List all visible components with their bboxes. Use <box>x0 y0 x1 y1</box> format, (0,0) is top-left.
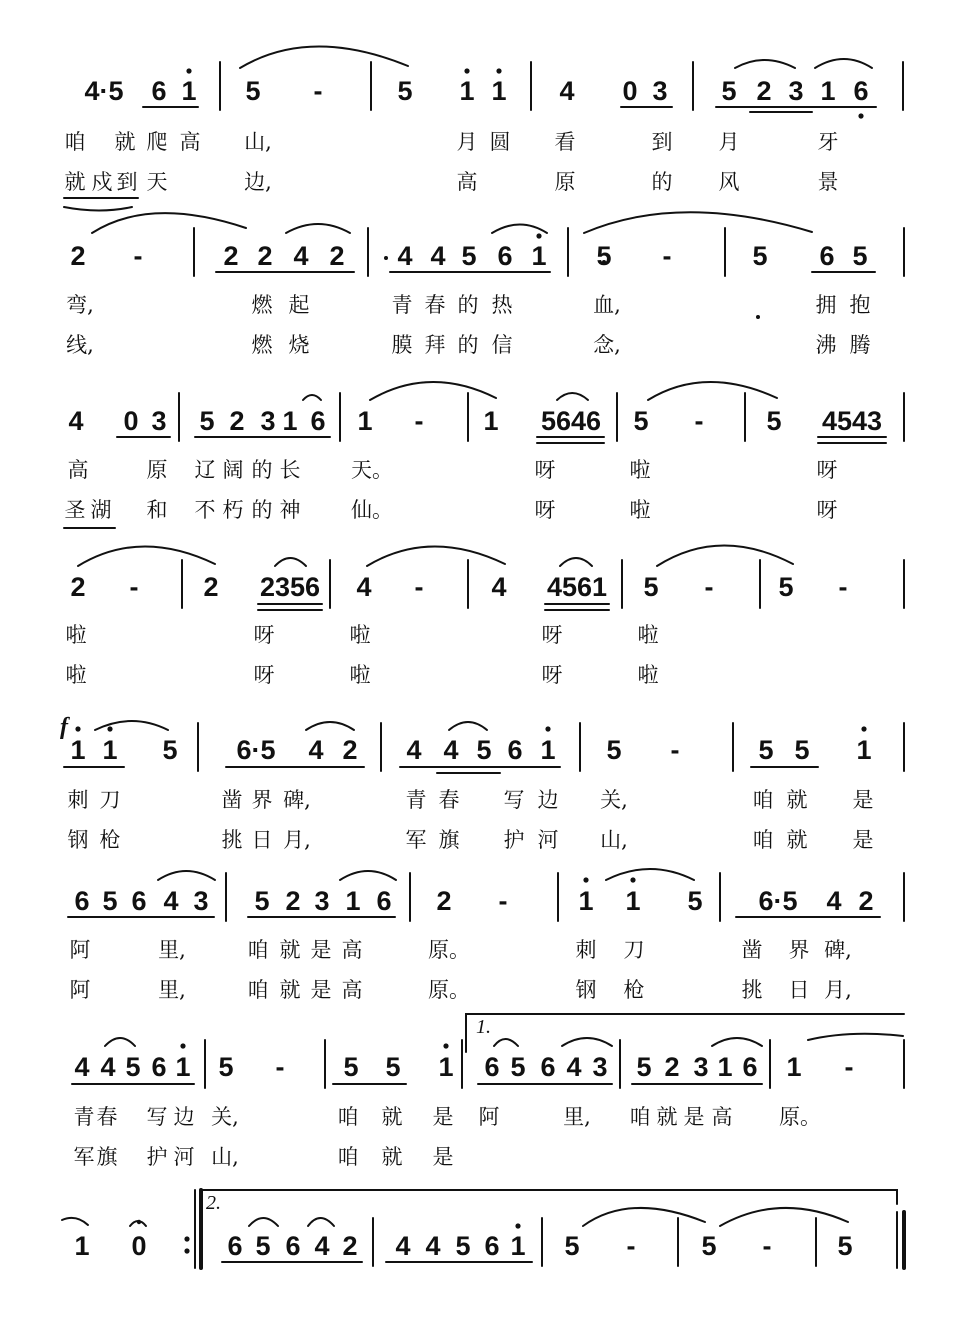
note-token: 2 <box>436 886 452 916</box>
lyric-syllable: 的 <box>251 498 273 522</box>
lyric-syllable: 凿 <box>741 938 763 962</box>
lyric-syllable: 弯, <box>66 293 94 317</box>
lyric-syllable: 阔 <box>222 458 244 482</box>
note-token: - <box>414 572 424 602</box>
lyric-syllable: 山, <box>600 828 628 852</box>
note-token: 5 <box>199 406 215 436</box>
note-token: 5 <box>633 406 649 436</box>
lyric-syllable: 春 <box>438 788 460 812</box>
lyric-syllable: 景 <box>817 170 839 194</box>
note-token: 5 <box>455 1231 471 1261</box>
lyric-syllable: 咱 <box>247 978 269 1002</box>
lyric-syllable: 呀 <box>534 498 556 522</box>
note-token: 2 <box>223 241 239 271</box>
lyric-syllable: 刀 <box>623 938 645 962</box>
lyric-syllable: 写 <box>146 1105 168 1129</box>
lyric-syllable: 啦 <box>65 663 87 687</box>
lyric-syllable: 抱 <box>849 293 871 317</box>
lyric-syllable: 月 <box>718 130 740 154</box>
note-token: 5 <box>721 76 737 106</box>
lyric-syllable: 是 <box>310 978 332 1002</box>
lyric-syllable: 辽 <box>194 458 216 482</box>
lyric-syllable: 朽 <box>222 498 244 522</box>
note-token: 1 <box>175 1052 191 1082</box>
lyric-syllable: 是 <box>683 1105 705 1129</box>
lyric-syllable: 青 <box>405 788 427 812</box>
lyric-syllable: 呀 <box>541 663 563 687</box>
lyric-syllable: 和 <box>146 498 168 522</box>
note-token: 2 <box>329 241 345 271</box>
note-token: 5 <box>794 735 810 765</box>
note-token: 6 <box>285 1231 301 1261</box>
lyric-syllable: 咱 <box>752 788 774 812</box>
lyric-syllable: 咱 <box>752 828 774 852</box>
note-token: 3 <box>592 1052 608 1082</box>
lyric-syllable: 就 <box>279 978 301 1002</box>
note-token: 1 <box>102 735 118 765</box>
lyric-syllable: 原。 <box>428 978 470 1002</box>
lyric-syllable: 钢 <box>575 978 597 1002</box>
lyric-syllable: 军 <box>405 828 427 852</box>
lyric-syllable: 起 <box>288 293 310 317</box>
lyric-syllable: 刺 <box>575 938 597 962</box>
note-token: 1 <box>510 1231 526 1261</box>
lyric-syllable: 呀 <box>816 498 838 522</box>
lyric-syllable: 膜 <box>391 333 413 357</box>
note-token: 5 <box>758 735 774 765</box>
note-token: 6 <box>507 735 523 765</box>
note-token: 1 <box>717 1052 733 1082</box>
lyric-syllable: 呀 <box>816 458 838 482</box>
note-token: 1 <box>357 406 373 436</box>
note-token: 4 <box>308 735 324 765</box>
system-8-lines <box>62 1190 904 1268</box>
lyric-syllable: 山, <box>244 130 272 154</box>
lyric-syllable: 呀 <box>534 458 556 482</box>
note-token: 1 <box>70 735 86 765</box>
note-token: 5 <box>255 1231 271 1261</box>
note-token: 4 <box>395 1231 411 1261</box>
lyric-syllable: 就 <box>656 1105 678 1129</box>
lyric-syllable: 碑, <box>824 938 852 962</box>
note-token: - <box>313 76 323 106</box>
lyric-syllable: 就 <box>381 1145 403 1169</box>
note-token: 1 <box>856 735 872 765</box>
note-token: 5 <box>596 241 612 271</box>
lyric-syllable: 旗 <box>96 1145 118 1169</box>
note-token: 5 <box>343 1052 359 1082</box>
note-token: 4 <box>356 572 372 602</box>
lyric-syllable: 爬 <box>146 130 168 154</box>
note-token: 5 <box>766 406 782 436</box>
note-token: 4 <box>491 572 507 602</box>
lyric-syllable: 边 <box>537 788 559 812</box>
lyric-syllable: 拥 <box>815 293 837 317</box>
note-token: 5 <box>125 1052 141 1082</box>
lyric-syllable: 钢 <box>67 828 89 852</box>
lyric-syllable: 燃 <box>251 293 273 317</box>
lyric-syllable: 到 <box>651 130 673 154</box>
lyric-syllable: 碑, <box>283 788 311 812</box>
note-token: 0 <box>123 406 139 436</box>
lyric-syllable: 天。 <box>351 458 393 482</box>
note-token: - <box>129 572 139 602</box>
note-token: - <box>498 886 508 916</box>
lyric-syllable: 沸 <box>815 333 837 357</box>
note-token: 5 <box>752 241 768 271</box>
note-token: 5 <box>606 735 622 765</box>
note-token: 3 <box>260 406 276 436</box>
lyric-syllable: 就 <box>114 130 136 154</box>
note-token: 2 <box>257 241 273 271</box>
note-token: 6 <box>310 406 326 436</box>
lyric-syllable: 月 <box>456 130 478 154</box>
lyric-syllable: 刺 <box>67 788 89 812</box>
note-token: - <box>133 241 143 271</box>
lyric-syllable: 原。 <box>779 1105 821 1129</box>
note-token: 6 <box>819 241 835 271</box>
lyric-syllable: 看 <box>554 130 576 154</box>
note-token: 6 <box>376 886 392 916</box>
note-token: 5 <box>837 1231 853 1261</box>
note-token: 6 <box>74 886 90 916</box>
note-token: 2 <box>756 76 772 106</box>
lyric-syllable: 阿 <box>478 1105 500 1129</box>
note-token: 6 <box>742 1052 758 1082</box>
note-token: 6 <box>540 1052 556 1082</box>
note-token: 4561 <box>546 572 608 602</box>
note-token: 1 <box>483 406 499 436</box>
lyric-syllable: 旗 <box>438 828 460 852</box>
lyric-syllable: 高 <box>341 938 363 962</box>
lyric-syllable: 枪 <box>623 978 645 1002</box>
note-token: 6·5 <box>758 886 798 916</box>
lyric-syllable: 烧 <box>288 333 310 357</box>
note-token: 5 <box>102 886 118 916</box>
lyric-syllable: 凿 <box>221 788 243 812</box>
lyric-syllable: 呀 <box>253 663 275 687</box>
lyric-syllable: 军 <box>73 1145 95 1169</box>
note-token: 5 <box>461 241 477 271</box>
note-token: 4 <box>443 735 459 765</box>
lyric-syllable: 的 <box>457 293 479 317</box>
dynamic-mark: f <box>60 714 68 740</box>
note-token: 3 <box>693 1052 709 1082</box>
lyric-syllable: 血, <box>593 293 621 317</box>
lyric-syllable: 信 <box>491 333 513 357</box>
first-ending-label: 1. <box>476 1016 491 1038</box>
lyric-syllable: 腾 <box>849 333 871 357</box>
note-token: - <box>838 572 848 602</box>
lyric-syllable: 的 <box>651 170 673 194</box>
note-token: - <box>662 241 672 271</box>
lyric-syllable: 里, <box>158 938 186 962</box>
lyric-syllable: 是 <box>310 938 332 962</box>
note-token: 1 <box>578 886 594 916</box>
lyric-syllable: 青 <box>391 293 413 317</box>
note-token: 6 <box>484 1231 500 1261</box>
note-token: 3 <box>193 886 209 916</box>
lyric-syllable: 挑 <box>741 978 763 1002</box>
note-token: 1 <box>345 886 361 916</box>
note-token: 2 <box>664 1052 680 1082</box>
lyric-syllable: 咱 <box>337 1105 359 1129</box>
lyric-syllable: 拜 <box>424 333 446 357</box>
lyric-syllable: 风 <box>718 170 740 194</box>
note-token: 5 <box>218 1052 234 1082</box>
note-token: 4 <box>559 76 575 106</box>
note-token: 5 <box>385 1052 401 1082</box>
lyric-syllable: 高 <box>711 1105 733 1129</box>
lyric-syllable: 的 <box>457 333 479 357</box>
lyric-syllable: 是 <box>432 1105 454 1129</box>
note-token: 1 <box>74 1231 90 1261</box>
note-token: 6 <box>151 76 167 106</box>
note-token: 1 <box>786 1052 802 1082</box>
note-token: 2 <box>858 886 874 916</box>
note-token: 5 <box>852 241 868 271</box>
lyric-syllable: 热 <box>491 293 513 317</box>
note-token: 2 <box>70 241 86 271</box>
lyric-syllable: 春 <box>424 293 446 317</box>
note-token: 3 <box>788 76 804 106</box>
lyric-syllable: 枪 <box>99 828 121 852</box>
lyric-syllable: 圣 <box>64 498 86 522</box>
note-token: - <box>670 735 680 765</box>
note-token: - <box>275 1052 285 1082</box>
note-token: 6 <box>484 1052 500 1082</box>
lyric-syllable: 边 <box>173 1105 195 1129</box>
lyric-syllable: 啦 <box>349 623 371 647</box>
note-token: 1 <box>491 76 507 106</box>
note-token: - <box>694 406 704 436</box>
lyric-syllable: 戍 <box>91 170 113 194</box>
lyric-syllable: 咱 <box>247 938 269 962</box>
lyric-syllable: 河 <box>537 828 559 852</box>
note-token: 4 <box>397 241 413 271</box>
lyric-syllable: 河 <box>173 1145 195 1169</box>
note-token: 4 <box>425 1231 441 1261</box>
lyric-syllable: 咱 <box>337 1145 359 1169</box>
lyric-syllable: 刀 <box>99 788 121 812</box>
note-token: 5 <box>254 886 270 916</box>
lyric-syllable: 就 <box>64 170 86 194</box>
lyric-syllable: 是 <box>852 788 874 812</box>
lyric-syllable: 呀 <box>541 623 563 647</box>
lyric-syllable: 咱 <box>629 1105 651 1129</box>
note-token: - <box>704 572 714 602</box>
lyric-syllable: 线, <box>66 333 94 357</box>
lyric-syllable: 高 <box>341 978 363 1002</box>
lyric-syllable: 日 <box>788 978 810 1002</box>
note-token: 4 <box>68 406 84 436</box>
lyric-syllable: 护 <box>146 1145 168 1169</box>
note-token: 5 <box>636 1052 652 1082</box>
note-token: 4 <box>406 735 422 765</box>
note-token: 0 <box>622 76 638 106</box>
note-token: 3 <box>314 886 330 916</box>
note-token: 5 <box>643 572 659 602</box>
note-token: 6 <box>151 1052 167 1082</box>
lyric-syllable: 护 <box>503 828 525 852</box>
lyric-syllable: 日 <box>251 828 273 852</box>
lyric-syllable: 界 <box>251 788 273 812</box>
lyric-syllable: 山, <box>211 1145 239 1169</box>
note-token: 6 <box>131 886 147 916</box>
note-token: 0 <box>131 1231 147 1261</box>
lyric-syllable: 关, <box>211 1105 239 1129</box>
lyric-syllable: 天 <box>146 170 168 194</box>
lyric-syllable: 高 <box>67 458 89 482</box>
lyric-syllable: 关, <box>600 788 628 812</box>
lyric-syllable: 牙 <box>817 130 839 154</box>
note-token: 2 <box>229 406 245 436</box>
lyric-syllable: 呀 <box>253 623 275 647</box>
lyric-syllable: 啦 <box>637 663 659 687</box>
lyric-syllable: 里, <box>158 978 186 1002</box>
note-token: 1 <box>531 241 547 271</box>
note-token: 4 <box>163 886 179 916</box>
note-token: 4543 <box>821 406 883 436</box>
note-token: - <box>844 1052 854 1082</box>
note-token: 5 <box>397 76 413 106</box>
note-token: 1 <box>540 735 556 765</box>
note-token: 4 <box>314 1231 330 1261</box>
lyric-syllable: 到 <box>116 170 138 194</box>
lyric-syllable: 就 <box>786 828 808 852</box>
lyric-syllable: 是 <box>852 828 874 852</box>
note-token: 5 <box>701 1231 717 1261</box>
lyric-syllable: 啦 <box>65 623 87 647</box>
note-token: 1 <box>181 76 197 106</box>
lyric-syllable: 写 <box>503 788 525 812</box>
note-token: 5 <box>162 735 178 765</box>
lyric-syllable: 高 <box>456 170 478 194</box>
note-token: 3 <box>151 406 167 436</box>
note-token: 5 <box>687 886 703 916</box>
lyric-syllable: 高 <box>179 130 201 154</box>
lyric-syllable: 阿 <box>69 978 91 1002</box>
note-token: 1 <box>282 406 298 436</box>
lyric-syllable: 就 <box>786 788 808 812</box>
note-token: 5 <box>476 735 492 765</box>
note-token: 4 <box>100 1052 116 1082</box>
note-token: - <box>762 1231 772 1261</box>
note-token: 2 <box>342 735 358 765</box>
note-token: 6 <box>227 1231 243 1261</box>
lyric-syllable: 春 <box>96 1105 118 1129</box>
note-token: 3 <box>652 76 668 106</box>
lyric-syllable: 边, <box>244 170 272 194</box>
lyric-syllable: 啦 <box>637 623 659 647</box>
lyric-syllable: 咱 <box>64 130 86 154</box>
lyric-syllable: 月, <box>824 978 852 1002</box>
lyric-syllable: 就 <box>279 938 301 962</box>
lyric-syllable: 青 <box>73 1105 95 1129</box>
lyric-syllable: 原 <box>554 170 576 194</box>
note-token: 2 <box>203 572 219 602</box>
lyric-syllable: 的 <box>251 458 273 482</box>
note-token: 4 <box>826 886 842 916</box>
note-token: 5 <box>778 572 794 602</box>
note-token: 4 <box>430 241 446 271</box>
lyric-syllable: 里, <box>563 1105 591 1129</box>
lyric-syllable: 不 <box>194 498 216 522</box>
lyric-syllable: 界 <box>788 938 810 962</box>
note-token: 1 <box>438 1052 454 1082</box>
note-token: 4·5 <box>84 76 124 106</box>
note-token: 2 <box>70 572 86 602</box>
note-token: 6·5 <box>236 735 276 765</box>
lyric-syllable: 啦 <box>629 458 651 482</box>
lyric-syllable: 原 <box>146 458 168 482</box>
note-token: 4 <box>566 1052 582 1082</box>
lyric-syllable: 是 <box>432 1145 454 1169</box>
lyric-syllable: 仙。 <box>351 498 393 522</box>
lyric-syllable: 阿 <box>69 938 91 962</box>
note-token: 2 <box>285 886 301 916</box>
lyric-syllable: 月, <box>283 828 311 852</box>
note-token: 1 <box>820 76 836 106</box>
lyric-syllable: 原。 <box>428 938 470 962</box>
lyric-syllable: 燃 <box>251 333 273 357</box>
note-token: 5646 <box>540 406 602 436</box>
note-token: 1 <box>459 76 475 106</box>
lyric-syllable: 念, <box>593 333 621 357</box>
note-token: 2 <box>342 1231 358 1261</box>
system-3-lines <box>64 382 904 528</box>
note-token: 6 <box>497 241 513 271</box>
lyric-syllable: 湖 <box>90 498 112 522</box>
note-token: 4 <box>293 241 309 271</box>
note-token: 6 <box>853 76 869 106</box>
note-token: 5 <box>510 1052 526 1082</box>
note-token: - <box>414 406 424 436</box>
lyric-syllable: 就 <box>381 1105 403 1129</box>
lyric-syllable: 挑 <box>221 828 243 852</box>
lyric-syllable: 圆 <box>489 130 511 154</box>
lyric-syllable: 啦 <box>349 663 371 687</box>
note-token: 5 <box>564 1231 580 1261</box>
note-token: 2356 <box>259 572 321 602</box>
second-ending-label: 2. <box>206 1192 221 1214</box>
note-token: 4 <box>74 1052 90 1082</box>
lyric-syllable: 长 <box>279 458 301 482</box>
lyric-syllable: 啦 <box>629 498 651 522</box>
note-token: - <box>626 1231 636 1261</box>
note-token: 1 <box>625 886 641 916</box>
note-token: 5 <box>245 76 261 106</box>
lyric-syllable: 神 <box>279 498 301 522</box>
